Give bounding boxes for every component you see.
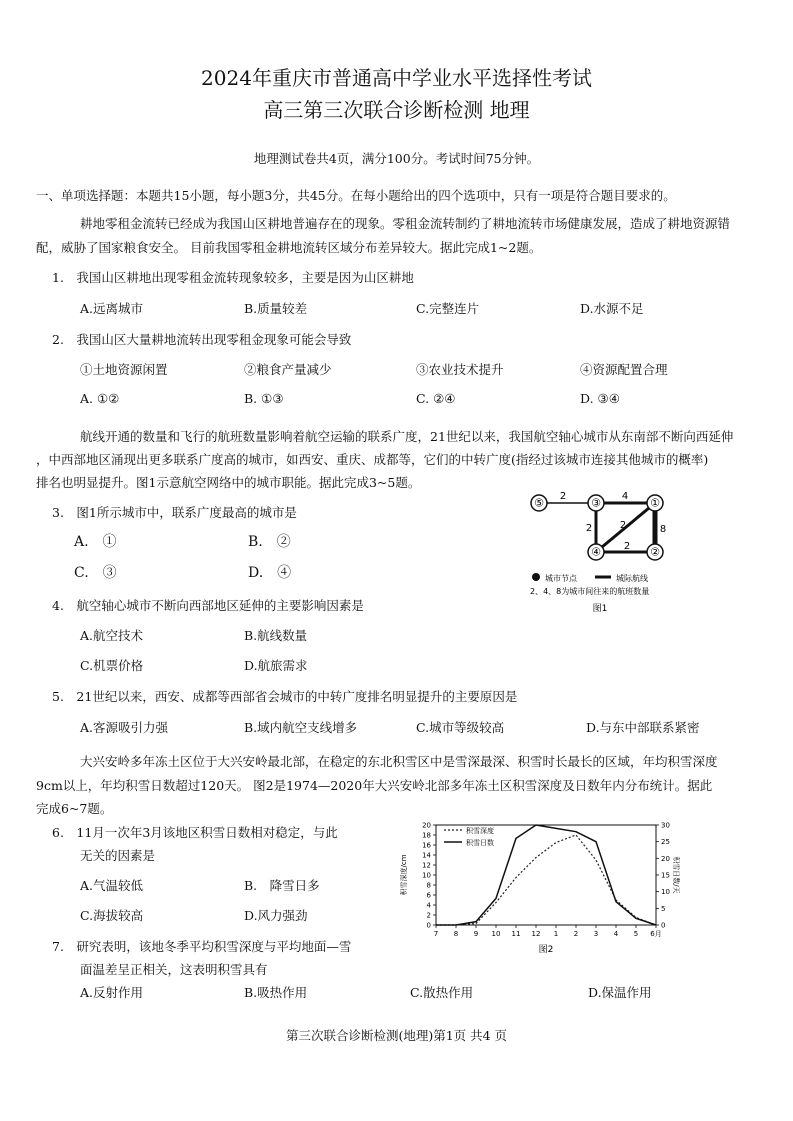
q7-option-d[interactable]: D.保温作用	[588, 985, 652, 1000]
q2-item-1: ①土地资源闲置	[80, 362, 168, 377]
passage3-line2: 9cm以上，年均积雪日数超过120天。 图2是1974—2020年大兴安岭北部多年冻土区积雪深度及日数年内分布统计。据此	[36, 778, 713, 793]
exam-subtitle: 高三第三次联合诊断检测 地理	[263, 98, 530, 122]
legend-node-label: 城市节点	[545, 574, 577, 583]
q2-option-d[interactable]: D. ③④	[580, 391, 620, 406]
section-heading: 一、单项选择题：本题共15小题，每小题3分，共45分。在每小题给出的四个选项中，只有一项是符合题目要求的。	[36, 188, 676, 203]
q5-option-b[interactable]: B.域内航空支线增多	[244, 720, 358, 735]
edge-label-4-2: 2	[623, 541, 631, 552]
q3-option-b[interactable]: B. ②	[248, 534, 291, 550]
q4-stem: 4. 航空轴心城市不断向西部地区延伸的主要影响因素是	[52, 598, 364, 613]
series-snow-depth-line	[436, 835, 656, 925]
y2-tick-label: 0	[661, 921, 666, 930]
q7-option-c[interactable]: C.散热作用	[410, 985, 474, 1000]
q3-option-a[interactable]: A. ①	[74, 534, 117, 550]
q6-option-a[interactable]: A.气温较低	[80, 878, 144, 893]
x-tick-label: 6月	[650, 930, 662, 938]
x-tick-label: 11	[511, 930, 521, 938]
node-1-label: ①	[650, 496, 660, 510]
x-tick-label: 4	[613, 930, 619, 938]
passage3-line3: 完成6~7题。	[36, 801, 113, 816]
q2-item-3: ③农业技术提升	[416, 362, 504, 377]
q1-stem: 1. 我国山区耕地出现零租金流转现象较多，主要是因为山区耕地	[52, 270, 414, 285]
y-axis-label: 积雪深度/cm	[400, 854, 408, 896]
q2-option-b[interactable]: B. ①③	[244, 391, 284, 406]
page-footer: 第三次联合诊断检测(地理)第1页 共4 页	[285, 1028, 508, 1043]
y2-tick-label: 10	[661, 888, 670, 897]
q3-option-d[interactable]: D. ④	[248, 565, 292, 581]
y2-tick-label: 5	[661, 904, 666, 913]
exam-title: 2024年重庆市普通高中学业水平选择性考试	[201, 66, 592, 90]
y2-tick-label: 20	[661, 854, 670, 863]
figure1-note: 2、4、8为城市间往来的航班数量	[530, 587, 650, 596]
x-tick-label: 1	[553, 930, 559, 938]
y-tick-label: 2	[426, 911, 431, 920]
q6-option-b[interactable]: B. 降雪日多	[244, 878, 320, 893]
passage2-line3: 排名也明显提升。图1示意航空网络中的城市职能。据此完成3~5题。	[36, 475, 421, 490]
figure2-chart	[396, 815, 678, 960]
q7-stem-line1: 7. 研究表明，该地冬季平均积雪深度与平均地面—雪	[52, 939, 352, 954]
edge-label-3-1: 4	[621, 491, 629, 502]
q3-option-c[interactable]: C. ③	[74, 565, 117, 581]
y-tick-label: 16	[422, 841, 431, 850]
q5-stem: 5. 21世纪以来，西安、成都等西部省会城市的中转广度排名明显提升的主要原因是	[52, 689, 518, 704]
y-tick-label: 6	[426, 891, 431, 900]
q1-option-b[interactable]: B.质量较差	[244, 301, 308, 316]
passage3-line1: 大兴安岭多年冻土区位于大兴安岭最北部，在稳定的东北积雪区中是雪深最深、积雪时长最长的区域，年均积雪深度	[80, 754, 718, 769]
x-tick-label: 8	[453, 930, 459, 938]
y2-axis-label: 积雪日数/天	[672, 856, 680, 894]
q7-option-b[interactable]: B.吸热作用	[244, 985, 308, 1000]
passage1-line1: 耕地零租金流转已经成为我国山区耕地普遍存在的现象。零租金流转制约了耕地流转市场健康发展，造成了耕地资源错	[80, 216, 731, 231]
q7-option-a[interactable]: A.反射作用	[80, 985, 144, 1000]
node-2-label: ②	[650, 545, 660, 559]
node-5-label: ⑤	[534, 496, 544, 510]
q3-stem: 3. 图1所示城市中，联系广度最高的城市是	[52, 505, 297, 520]
y-tick-label: 0	[426, 921, 431, 930]
figure1-network	[520, 488, 700, 618]
q7-stem-line2: 面温差呈正相关，这表明积雪具有	[80, 962, 268, 977]
figure1-caption: 图1	[592, 604, 608, 614]
y-tick-label: 18	[422, 831, 431, 840]
exam-instruction: 地理测试卷共4页，满分100分。考试时间75分钟。	[253, 151, 540, 166]
passage2-line2: ，中西部地区涌现出更多联系广度高的城市，如西安、重庆、成都等，它们的中转广度(指经过该城市连接其他城市的概率)	[36, 452, 709, 467]
edge-label-3-4: 2	[585, 523, 593, 534]
passage1-line2: 配，威胁了国家粮食安全。 目前我国零租金耕地流转区域分布差异较大。据此完成1~2题。	[36, 240, 542, 255]
x-tick-label: 10	[491, 930, 501, 938]
q5-option-a[interactable]: A.客源吸引力强	[80, 720, 169, 735]
edge-label-4-1: 2	[619, 520, 627, 531]
q2-option-c[interactable]: C. ②④	[416, 391, 456, 406]
q5-option-d[interactable]: D.与东中部联系紧密	[586, 720, 700, 735]
q4-option-a[interactable]: A.航空技术	[80, 628, 144, 643]
y2-tick-label: 30	[661, 821, 670, 830]
q4-option-b[interactable]: B.航线数量	[244, 628, 308, 643]
node-3-label: ③	[591, 496, 601, 510]
edge-label-5-3: 2	[559, 491, 567, 502]
q4-option-d[interactable]: D.航旅需求	[244, 658, 308, 673]
y-tick-label: 8	[426, 881, 431, 890]
y-tick-label: 10	[422, 871, 431, 880]
x-tick-label: 12	[531, 930, 541, 938]
x-tick-label: 3	[593, 930, 599, 938]
q2-option-a[interactable]: A. ①②	[80, 391, 120, 406]
y-tick-label: 14	[422, 851, 431, 860]
y-tick-label: 20	[422, 821, 431, 830]
legend-line-label: 城际航线	[616, 574, 648, 583]
q6-stem-line2: 无关的因素是	[80, 848, 156, 863]
q1-option-c[interactable]: C.完整连片	[416, 301, 480, 316]
x-tick-label: 5	[633, 930, 639, 938]
legend-days-label: 积雪日数	[466, 839, 494, 847]
q6-option-c[interactable]: C.海拔较高	[80, 908, 144, 923]
q2-item-4: ④资源配置合理	[580, 362, 668, 377]
edge-label-1-2: 8	[659, 524, 667, 535]
q1-option-a[interactable]: A.远离城市	[80, 301, 144, 316]
q5-option-c[interactable]: C.城市等级较高	[416, 720, 505, 735]
q4-option-c[interactable]: C.机票价格	[80, 658, 144, 673]
q2-stem: 2. 我国山区大量耕地流转出现零租金现象可能会导致	[52, 332, 352, 347]
passage2-line1: 航线开通的数量和飞行的航班数量影响着航空运输的联系广度，21世纪以来，我国航空轴心城市从东南部不断向西延伸	[80, 429, 734, 444]
q2-item-2: ②粮食产量减少	[244, 362, 332, 377]
node-4-label: ④	[591, 545, 601, 559]
legend-depth-label: 积雪深度	[466, 827, 494, 835]
x-tick-label: 7	[433, 930, 439, 938]
q6-stem-line1: 6. 11月一次年3月该地区积雪日数相对稳定，与此	[52, 825, 338, 840]
x-tick-label: 9	[473, 930, 479, 938]
figure2-caption: 图2	[538, 945, 554, 955]
y-tick-label: 12	[422, 861, 431, 870]
y-tick-label: 4	[426, 901, 431, 910]
q1-option-d[interactable]: D.水源不足	[580, 301, 644, 316]
q6-option-d[interactable]: D.风力强劲	[244, 908, 308, 923]
y2-tick-label: 15	[661, 871, 670, 880]
x-tick-label: 2	[573, 930, 579, 938]
y2-tick-label: 25	[661, 838, 670, 847]
legend-node-marker	[532, 573, 540, 581]
